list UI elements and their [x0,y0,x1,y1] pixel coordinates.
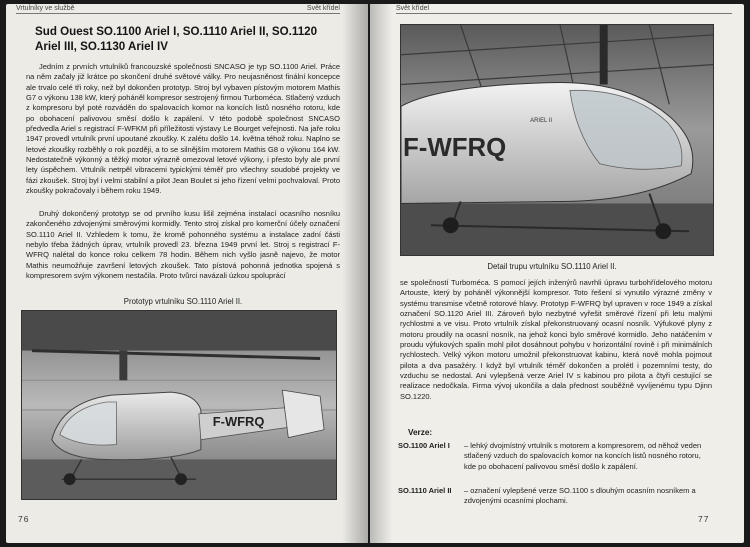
running-head [396,4,732,14]
right-page [370,4,744,543]
left-page [6,4,368,543]
paragraph: se společností Turboméca. S pomocí jejích inženýrů navrhli úpravu turbohřídelového motoru Artouste, který by poháněl výkonnější kompresor. Toto řešení si vynutilo výrazné změny v systému transmise včetně rotorové hlavy. Prototyp F-WFRQ byl upraven v roce 1949 a získal označení SO.1120 Ariel III. Zároveň bylo nezbytné vyřešit směrové řízení při letu malými rychlostmi a ve visu. Proto vrtulník získal překonstruovaný ocasní nosník. Výfukové plyny z motoru proudily na ocasní nosník, na jehož konci bylo směrové kormidlo. Jeho natáčením v proudu výfukových spalin mohl pilot dosáhnout pohybu v horizontální rovině i při minimálních rychlostech. Velký výkon motoru umožnil překonstruovat kabinu, která nově mohla pojmout pilota a dva pasažéry. I když byl vrtulník téměř dokončen a prolétl i pozemními testy, do vzduchu se nedostal. Ani vylepšená verze Ariel IV s kabinou pro pilota a čtyři cestující se realizace nedočkala. Firma vývoj ukončila a dala přednost souběžně vyvíjenému typu Djinn SO.1220. [400,278,712,401]
gutter-shadow [370,4,392,543]
version-entry [398,486,714,510]
helicopter-photo [21,310,337,500]
running-head-left: Vrtulníky ve službě [16,5,75,12]
article-title: Sud Ouest SO.1100 Ariel I, SO.1110 Ariel II, SO.1120 Ariel III, SO.1130 Ariel IV [35,25,318,53]
version-name: SO.1110 Ariel II [398,486,452,495]
page-number: 76 [18,514,30,524]
gutter-shadow [342,4,368,543]
helicopter-detail-photo [400,24,714,256]
version-entry [398,441,714,489]
photo-caption: Detail trupu vrtulníku SO.1110 Ariel II. [487,262,617,271]
versions-heading: Verze: [408,428,433,437]
page-number: 77 [698,514,710,524]
running-head-right: Svět křídel [306,5,340,12]
version-description: – označení vylepšené verze SO.1100 s dlouhým ocasním nosníkem a zdvojenými ocasními plochami. [464,486,696,506]
version-name: SO.1100 Ariel I [398,441,450,450]
running-head-left: Svět křídel [396,5,430,12]
running-head [16,4,340,14]
version-description: – lehký dvojmístný vrtulník s motorem a kompresorem, od něhož veden stlačený vzduch do spalovacích komor na koncích listů nosného rotoru, kde po obohacení palivovou směsí došlo k zapálení. [464,441,702,471]
registration-marking: F-WFRQ [402,133,507,162]
nose-marking: ARIEL II [530,118,553,125]
photo-caption: Prototyp vrtulníku SO.1110 Ariel II. [123,297,243,306]
registration-marking: F-WFRQ [212,413,265,429]
paragraph: Jedním z prvních vrtulníků francouzské společnosti SNCASO je typ SO.1100 Ariel. Práce na něm začaly již krátce po skončení druhé světové války. Pro neujasněnost finální koncepce ale trvalo celé tři roky, než byl dokončen prototyp. Stroj byl vybaven pístovým motorem Mathis G7 o výkonu 138 kW, který poháněl kompresor sestrojený firmou Turboméca. Stlačený vzduch z kompresoru byl poté rozváděn do spalovacích komor na koncích listů nosného rotoru, kde po obohacení palivovou směsí došlo k zapálení. V této podobě společnost SNCASO předvedla Ariel s registrací F-WFKM při příležitosti výstavy Le Bourget veřejnosti. Na jaře roku 1947 provedl vrtulník první upoutané zkoušky. K zalétu došlo 14. května téhož roku. Naplno se letové zkoušky rozběhly o rok později, a to se silnějším motorem Mathis G8 o výkonu 164 kW. Nedostatečně výkonný a těžký motor výrazně omezoval letové výkony, i přesto byly ale první lety úspěchem. Vrtulník netrpěl vibracemi typickými téměř pro všechny soudobé projekty ve fázi zkoušek. Stroj byl i velmi stabilní a pilot Jean Boulet si jeho řízení velmi pochvaloval. Proto zkoušky pokračovaly i během roku 1949. [26,62,340,196]
fuselage-detail-image [401,25,713,255]
paragraph: Druhý dokončený prototyp se od prvního kusu lišil zejména instalací ocasního nosníku zakončeného zdvojenými směrovými kormidly. Tento stroj získal pro komerční účely označení SO.1110 Ariel II. Vzhledem k tomu, že kromě pohonného systému a instalace zadní části nebylo třeba žádných úprav, vrtulník provedl 23. března 1949 první let. Stroj s registrací F-WFRQ nalétal do konce roku celkem 78 hodin. Během nich vyšlo jasně najevo, že motor Mathis neumožňuje završení letových zkoušek. Tato pístová pohonná jednotka spojená s kompresorem svým výkonem nestačila. Proto tvůrci navázali úzkou spoluprácí [26,209,340,281]
helicopter-side-view-image [22,311,336,499]
